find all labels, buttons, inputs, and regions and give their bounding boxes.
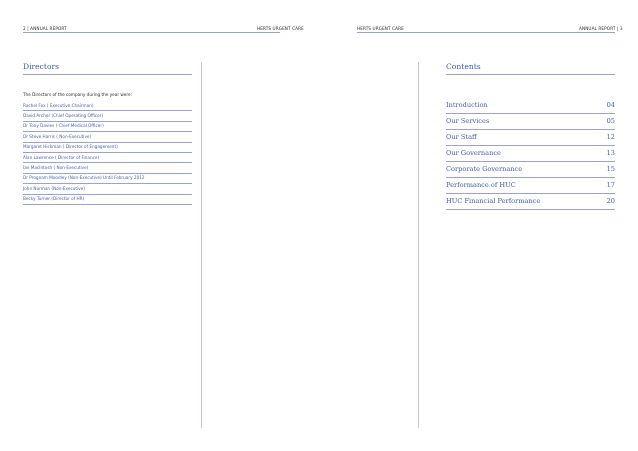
- toc-entry-huc-financial-performance[interactable]: [446, 194, 615, 210]
- toc-entry-page: 05: [606, 117, 615, 126]
- list-item: [23, 195, 192, 205]
- list-item: [23, 163, 192, 173]
- director-name: Dr Steve Harris ( Non-Executive): [23, 133, 92, 139]
- right-header-rule: [357, 32, 615, 33]
- right-column-divider: [418, 62, 419, 428]
- toc-entry-page: 20: [606, 197, 615, 206]
- toc-entry-our-services[interactable]: [446, 114, 615, 130]
- left-column-divider: [201, 62, 202, 428]
- toc-entry-label: Our Services: [446, 117, 490, 126]
- director-name: Ian MacIntosh ( Non-Executive): [23, 164, 89, 170]
- left-page-header-label: 2 | ANNUAL REPORT: [23, 26, 67, 31]
- toc-entry-page: 12: [606, 133, 615, 142]
- directors-intro: The Directors of the company during the year were:: [23, 92, 132, 97]
- toc-entry-label: Introduction: [446, 101, 488, 110]
- list-item: [23, 101, 192, 111]
- list-item: [23, 143, 192, 153]
- toc-entry-label: Performance of HUC: [446, 181, 516, 190]
- list-item: [23, 174, 192, 184]
- toc-entry-performance-of-huc[interactable]: [446, 178, 615, 194]
- list-item: [23, 132, 192, 142]
- toc-entry-our-governance[interactable]: [446, 146, 615, 162]
- table-of-contents: [446, 98, 615, 210]
- director-name: Dr Tony Davies ( Chief Medical Officer): [23, 123, 104, 129]
- toc-entry-label: Our Governance: [446, 149, 501, 158]
- right-page-header-label: ANNUAL REPORT | 3: [579, 26, 623, 31]
- director-name: David Archer (Chief Operating Officer): [23, 112, 104, 118]
- director-name: Margaret Hickman ( Director of Engagement): [23, 144, 118, 150]
- directors-list: [23, 101, 192, 205]
- toc-entry-corporate-governance[interactable]: [446, 162, 615, 178]
- toc-entry-label: Our Staff: [446, 133, 477, 142]
- directors-title: Directors: [23, 62, 60, 71]
- toc-entry-introduction[interactable]: [446, 98, 615, 114]
- toc-entry-page: 17: [606, 181, 615, 190]
- list-item: [23, 153, 192, 163]
- director-name: Becky Turner (Director of HR): [23, 196, 85, 202]
- list-item: [23, 184, 192, 194]
- right-page-header-org: HERTS URGENT CARE: [357, 26, 404, 31]
- toc-entry-page: 13: [606, 149, 615, 158]
- directors-title-rule: [23, 74, 192, 75]
- left-page-header-org: HERTS URGENT CARE: [257, 26, 304, 31]
- director-name: Rachel Fox ( Executive Chairman): [23, 102, 94, 108]
- director-name: Alan Lawrence ( Director of Finance): [23, 154, 100, 160]
- toc-entry-label: HUC Financial Performance: [446, 197, 541, 206]
- director-name: Dr Prognam Moodley (Non-Executive) Until February 2012: [23, 175, 145, 181]
- toc-entry-page: 15: [606, 165, 615, 174]
- contents-title-rule: [446, 74, 615, 75]
- toc-entry-label: Corporate Governance: [446, 165, 523, 174]
- contents-title: Contents: [446, 62, 481, 71]
- toc-entry-page: 04: [606, 101, 615, 110]
- toc-entry-our-staff[interactable]: [446, 130, 615, 146]
- director-name: John Norman (Non-Executive): [23, 185, 85, 191]
- list-item: [23, 111, 192, 121]
- left-header-rule: [23, 32, 280, 33]
- list-item: [23, 122, 192, 132]
